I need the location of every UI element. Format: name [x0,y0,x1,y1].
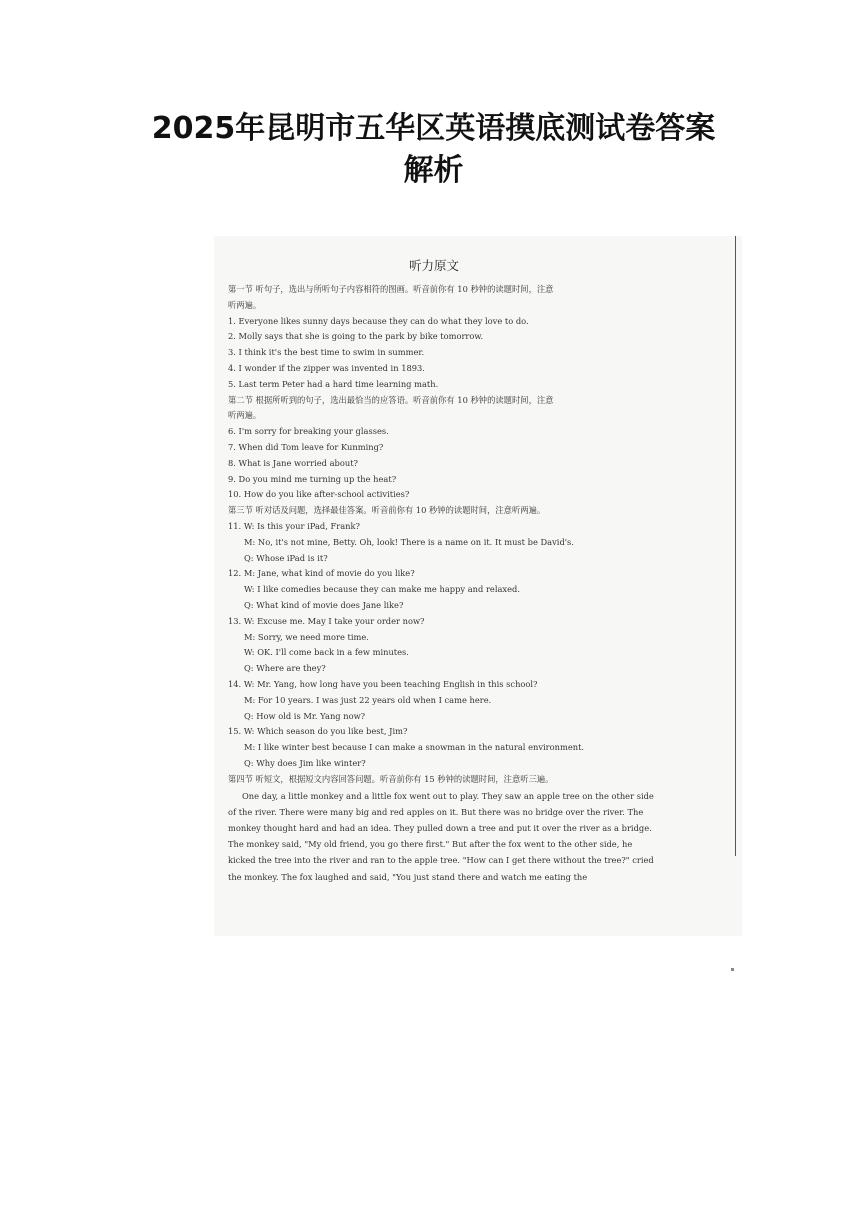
scanned-page [214,236,742,936]
transcript-line: W: OK. I'll come back in a few minutes. [244,647,409,658]
transcript-line: 2. Molly says that she is going to the park by bike tomorrow. [228,331,484,342]
transcript-line: 5. Last term Peter had a hard time learning math. [228,378,439,389]
transcript-line: M: Sorry, we need more time. [244,631,369,642]
transcript-line: 第二节 根据所听到的句子，选出最恰当的应答语。听音前你有 10 秒钟的读题时间，注意 [228,394,554,405]
transcript-line: 12. M: Jane, what kind of movie do you like? [228,568,415,579]
title-line-2: 解析 [403,153,464,188]
transcript-line: M: For 10 years. I was just 22 years old when I came here. [244,694,492,705]
transcript-lines [228,282,658,885]
transcript-line: M: No, it's not mine, Betty. Oh, look! There is a name on it. It must be David's. [244,536,574,547]
scan-edge-line [735,236,736,856]
transcript-line: Q: What kind of movie does Jane like? [244,599,404,610]
transcript-line: 6. I'm sorry for breaking your glasses. [228,426,389,437]
transcript-line: 15. W: Which season do you like best, Jim? [228,726,408,737]
transcript-line: 14. W: Mr. Yang, how long have you been teaching English in this school? [228,678,538,689]
transcript-line: 11. W: Is this your iPad, Frank? [228,520,360,531]
transcript-line: 9. Do you mind me turning up the heat? [228,473,397,484]
transcript-line: 10. How do you like after-school activities? [228,489,410,500]
title-line-1: 2025年昆明市五华区英语摸底测试卷答案 [151,111,716,146]
document-title [0,108,867,192]
passage-text: One day, a little monkey and a little fox went out to play. They saw an apple tree on the other side of the river. There were many big and red apples on it. But there was no bridge over the river. The monkey thought hard and had an idea. They pulled down a tree and put it over the river as a bridge. The monkey said, "My old friend, you go there first." But after the fox went to the other side, he kicked the tree into the river and ran to the apple tree. "How can I get there without the tree?" cried the monkey. The fox laughed and said, "You just stand there and watch me eating the [228,790,654,882]
transcript-line: 第一节 听句子，选出与所听句子内容相符的图画。听音前你有 10 秒钟的读题时间，注意 [228,284,554,294]
transcript-line: Q: How old is Mr. Yang now? [244,710,366,721]
transcript-line: 8. What is Jane worried about? [228,457,358,468]
transcript-line: 第三节 听对话及问题，选择最佳答案。听音前你有 10 秒钟的读题时间，注意听两遍。 [228,505,546,516]
transcript-line: 听两遍。 [228,299,262,310]
scan-speck [731,968,734,971]
transcript-line: M: I like winter best because I can make a snowman in the natural environment. [244,742,585,753]
transcript-line: W: I like comedies because they can make me happy and relaxed. [244,584,520,595]
transcript-line: 7. When did Tom leave for Kunming? [228,441,384,452]
transcript-line: Q: Where are they? [244,663,326,674]
transcript-line: 1. Everyone likes sunny days because they can do what they love to do. [228,315,529,326]
listening-transcript-heading: 听力原文 [408,258,459,273]
transcript-line: Q: Why does Jim like winter? [244,757,366,768]
transcript-line: 4. I wonder if the zipper was invented in 1893. [228,362,425,373]
transcript-line: Q: Whose iPad is it? [244,552,328,563]
transcript-line: 听两遍。 [228,410,262,421]
transcript-line: 13. W: Excuse me. May I take your order now? [228,615,425,626]
transcript-line: 第四节 听短文，根据短文内容回答问题。听音前你有 15 秒钟的读题时间，注意听三遍。 [228,773,554,784]
transcript-line: 3. I think it's the best time to swim in summer. [228,347,425,358]
